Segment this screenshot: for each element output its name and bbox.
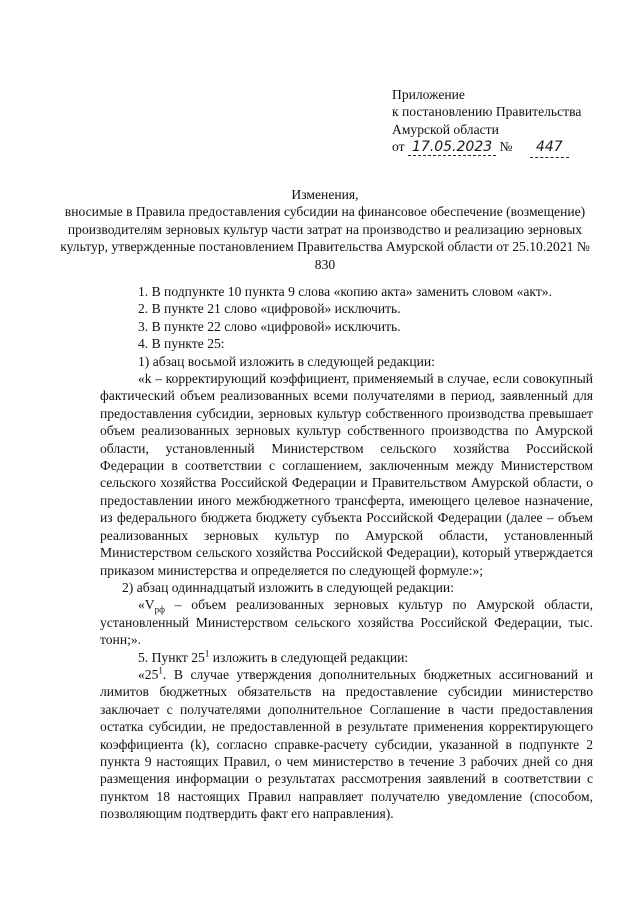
item-3: 3. В пункте 22 слово «цифровой» исключить. [138, 318, 401, 334]
heading-title: Изменения, [291, 187, 359, 202]
item-5-text-body: . В случае утверждения дополнительных бюджетных ассигнований и лимитов бюджетных обязательств на предоставление субсидии министерство заключает с получателями дополнительное Соглашение в части предоставления остатка субсидии, не предоставленной в результате применения корректирующего коэффициента (k), согласно справке-расчету субсидии, указанной в подпункте 2 пункта 9 настоящих Правил, о чем министерство в течение 3 рабочих дней со дня размещения информации о результатах рассмотрения заявлений в соответствии с пунктом 18 настоящих Правил направляет получателю уведомление (способом, позволяющим подтвердить факт его направления). [100, 666, 593, 822]
item-5-text-open: «25 [138, 666, 159, 682]
item-4-sub-1: 1) абзац восьмой изложить в следующей редакции: [138, 353, 435, 369]
handwritten-number: 447 [530, 139, 569, 157]
handwritten-date: 17.05.2023 [408, 139, 496, 156]
heading-subtitle: вносимые в Правила предоставления субсидии на финансовое обеспечение (возмещение) производителям зерновых культур части затрат на производство и реализацию зерновых культур, утвержденные постановлением Правительства Амурской области от 25.10.2021 № 830 [60, 204, 590, 272]
item-4-sub-2-text [100, 596, 593, 648]
vrf-subscript: рф [154, 605, 165, 616]
item-4-sub-1-text: «k – корректирующий коэффициент, применяемый в случае, если совокупный фактический объем реализованных всеми получателями в период, заявленный для предоставления субсидии, зерновых культур собственного производства превышает объем реализованных зерновых культур собственного производства по Амурской области, установленный Министерством сельского хозяйства Российской Федерации в соответствии с соглашением, заключенным между Министерством сельского хозяйства Российской Федерации и Правительством Амурской области, о предоставлении иного межбюджетного трансферта, имеющего целевое назначение, из федерального бюджета бюджету субъекта Российской Федерации (далее – объем реализованных зерновых культур по Амурской области, установленный Министерством сельского хозяйства Российской Федерации), который утверждается приказом министерства и определяется по следующей формуле:»; [100, 371, 593, 578]
appendix-block [392, 86, 632, 158]
appendix-line-3: Амурской области [392, 121, 499, 137]
item-5-end: изложить в следующей редакции: [209, 649, 409, 665]
appendix-line-1: Приложение [392, 87, 465, 102]
item-5 [100, 649, 593, 666]
document-heading [60, 186, 590, 273]
item-5-text-superscript: 1 [158, 665, 163, 676]
number-prefix: № [499, 139, 513, 155]
document-body [100, 283, 593, 823]
vrf-text: – объем реализованных зерновых культур по Амурской области, установленный Министерством сельского хозяйства Российской Федерации, тыс. тонн;». [100, 597, 593, 648]
vrf-open: «V [138, 597, 155, 613]
date-prefix: от [392, 139, 405, 155]
item-5-start: 5. Пункт 25 [138, 649, 205, 665]
item-5-text [100, 666, 593, 823]
item-1: 1. В подпункте 10 пункта 9 слова «копию акта» заменить словом «акт». [138, 284, 552, 299]
appendix-line-2: к постановлению Правительства [392, 104, 582, 120]
item-4-sub-2: 2) абзац одиннадцатый изложить в следующей редакции: [122, 579, 454, 595]
item-5-superscript: 1 [204, 648, 210, 658]
appendix-date-line [392, 138, 632, 157]
item-2: 2. В пункте 21 слово «цифровой» исключить. [138, 301, 401, 317]
item-4: 4. В пункте 25: [138, 336, 225, 352]
